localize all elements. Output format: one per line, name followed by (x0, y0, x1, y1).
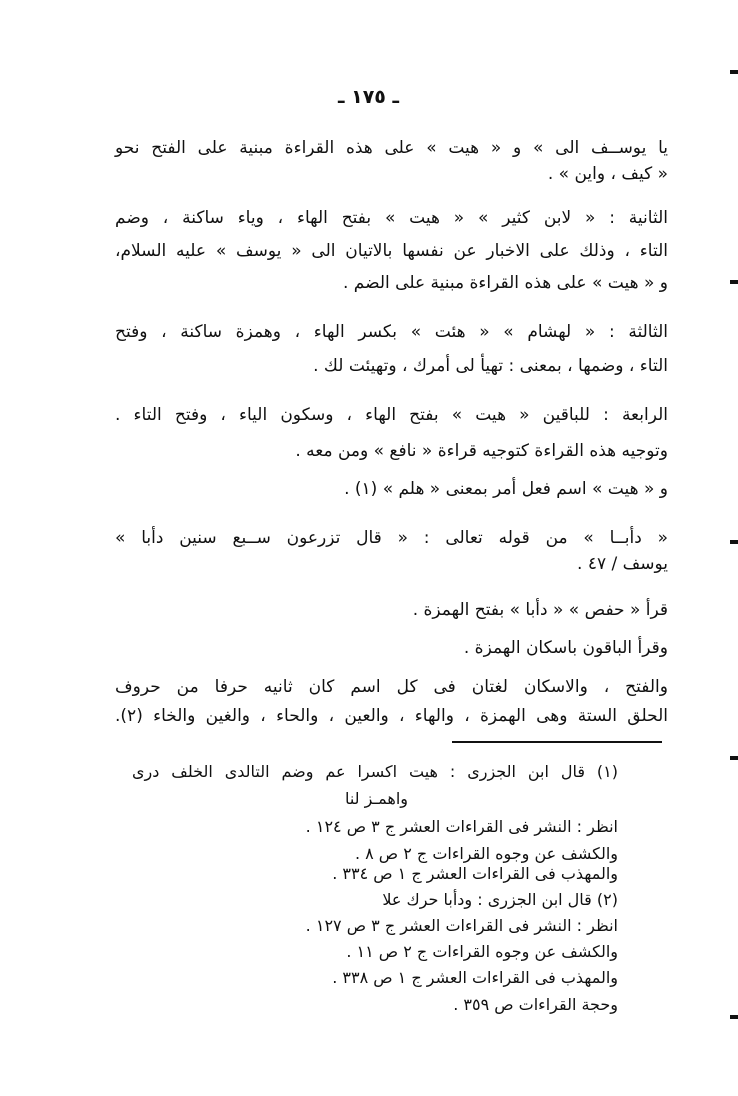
footnote-line-3: انظر : النشر فى القراءات العشر ج ٣ ص ١٢٤ . (305, 817, 618, 836)
body-line-3: الثانية : « لابن كثير » « هيت » بفتح الهاء ، وياء ساكنة ، وضم (115, 208, 668, 228)
footnote-line-5: والمهذب فى القراءات العشر ج ١ ص ٣٣٤ . (332, 864, 618, 883)
footnote-line-9: والمهذب فى القراءات العشر ج ١ ص ٣٣٨ . (332, 968, 618, 987)
scan-mark (730, 756, 738, 760)
footnote-line-4: والكشف عن وجوه القراءات ج ٢ ص ٨ . (354, 844, 618, 863)
body-line-11: « دأبــا » من قوله تعالى : « قال تزرعون ســبع سنين دأبا » (115, 528, 668, 548)
body-line-6: الثالثة : « لهشام » « هئت » بكسر الهاء ، وهمزة ساكنة ، وفتح (115, 322, 668, 342)
footnote-line-2: واهمـز لنا (344, 789, 408, 808)
body-line-4: التاء ، وذلك على الاخبار عن نفسها بالاتيان الى « يوسف » عليه السلام، (115, 241, 668, 261)
footnote-line-10: وحجة القراءات ص ٣٥٩ . (453, 995, 618, 1014)
footnote-line-1: (١) قال ابن الجزرى : هيت اكسرا عم وضم التالدى الخلف درى (132, 762, 618, 781)
footnote-line-8: والكشف عن وجوه القراءات ج ٢ ص ١١ . (346, 942, 618, 961)
scan-mark (730, 70, 738, 74)
page-number: ـ ١٧٥ ـ (338, 86, 400, 108)
body-line-15: والفتح ، والاسكان لغتان فى كل اسم كان ثانيه حرفا من حروف (115, 677, 668, 697)
scan-mark (730, 540, 738, 544)
body-line-1: يا يوســف الى » و « هيت » على هذه القراءة مبنية على الفتح نحو (115, 138, 668, 158)
body-line-9: وتوجيه هذه القراءة كتوجيه قراءة « نافع » ومن معه . (295, 441, 668, 461)
body-line-10: و « هيت » اسم فعل أمر بمعنى « هلم » (١) . (344, 479, 668, 499)
scan-mark (730, 280, 738, 284)
body-line-16: الحلق الستة وهى الهمزة ، والهاء ، والعين ، والحاء ، والغين والخاء (٢). (115, 706, 668, 726)
body-line-13: قرأ « حفص » « دأبا » بفتح الهمزة . (412, 600, 668, 620)
body-line-12: يوسف / ٤٧ . (577, 554, 668, 574)
body-line-7: التاء ، وضمها ، بمعنى : تهيأ لى أمرك ، وتهيئت لك . (313, 356, 668, 376)
footnote-line-7: انظر : النشر فى القراءات العشر ج ٣ ص ١٢٧ . (305, 916, 618, 935)
body-line-8: الرابعة : للباقين « هيت » بفتح الهاء ، وسكون الياء ، وفتح التاء . (115, 405, 668, 425)
scan-mark (730, 1015, 738, 1019)
body-line-5: و « هيت » على هذه القراءة مبنية على الضم . (343, 273, 668, 293)
footnote-separator (452, 741, 662, 743)
body-line-2: « كيف ، واين » . (547, 164, 668, 184)
body-line-14: وقرأ الباقون باسكان الهمزة . (463, 638, 668, 658)
footnote-line-6: (٢) قال ابن الجزرى : ودأبا حرك علا (382, 890, 618, 909)
